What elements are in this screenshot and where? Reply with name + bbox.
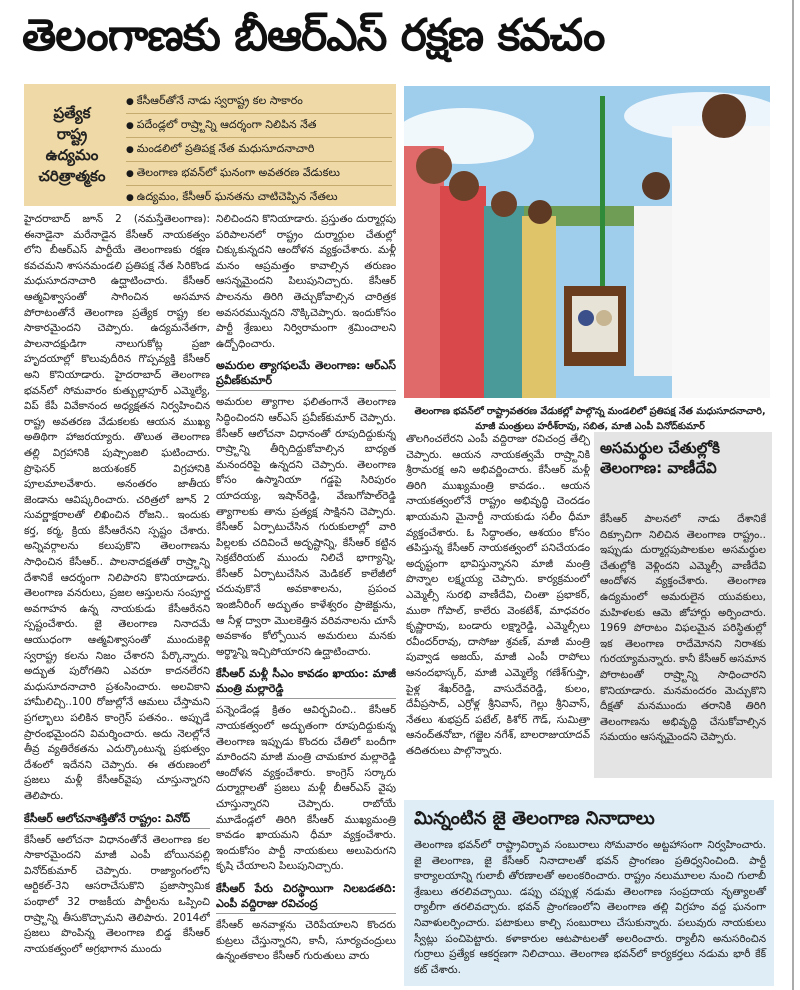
article-paragraph: పన్నెండేండ్ల క్రితం ఆవిర్భవించి.. కేసీఆర్‌ నాయకత్వంలో అద్భుతంగా రూపుదిద్దుకున్న తెలంగాణ ఇప్పుడు కొందరు చేతిలో బందీగా మారిందని మాజీ మంత్రి చామకూర మల్లారెడ్డి ఆందోళన వ్యక్తంచేశారు. కాంగ్రెస్‌ సర్కారు దుర్మార్గాలతో ప్రజలు మళ్లీ బీఆర్‌ఎస్‌ వైపు చూస్తున్నారని చెప్పారు. రాబోయే మూడేండ్లలో తిరిగి కేసీఆర్‌ ముఖ్యమంత్రి కావడం ఖాయమని ధీమా వ్యక్తంచేశారు. ఇందుకోసం పార్టీ నాయకులు అలుపెరుగని కృషి చేయాలని పిలుపునిచ్చారు. <box>216 704 396 873</box>
summary-label-line: రాష్ట్ర <box>56 125 88 143</box>
summary-point: ● కేసీఆర్‌తోనే నాడు స్వరాష్ట్ర కల సాకారం <box>126 90 392 114</box>
summary-label <box>24 84 120 206</box>
article-paragraph: నిలిచిందని కొనియాడారు. ప్రస్తుతం దుర్మార్గపు పరిపాలనలో రాష్ట్రం దుర్మార్గుల చేతుల్లో చిక్కుకున్నదని ఆందోళన వ్యక్తంచేశారు. మళ్లీ మనం ఆప్రమత్తం కావాల్సిన తరుణం ఆసన్నమైందని పిలుపునిచ్చారు. కేసీఆర్‌ పాలనను తిరిగి తెచ్చుకోవాల్సిన చారిత్రక అవసరమున్నదని నొక్కిచెప్పారు. ఇందుకోసం పార్టీ శ్రేణులు నిర్విరామంగా శ్రమించాలని ఉద్బోధించారు. <box>216 213 396 350</box>
summary-label-line: ప్రత్యేక <box>53 104 91 122</box>
article-column-2 <box>216 212 396 984</box>
event-photo <box>404 86 770 398</box>
sidebar-story <box>594 432 772 778</box>
sidebar-title-line: తెలంగాణ: వాణీదేవి <box>600 459 717 477</box>
article-subheading: కేసీఆర్‌ మళ్లీ సీఎం కావడం ఖాయం: మాజీ మంత్రి మల్లారెడ్డి <box>216 666 396 699</box>
article-subheading: అమరుల త్యాగఫలమే తెలంగాణ: ఆర్‌ఎస్‌ ప్రవీణ్‌కుమార్‌ <box>216 358 396 391</box>
bottom-story-text: తెలంగాణ భవన్‌లో రాష్ట్రావిర్భావ సంబురాలు సోమవారం అట్టహాసంగా నిర్వహించారు. జై తెలంగాణ, జై కేసీఆర్‌ నినాదాలతో భవన్‌ ప్రాంగణం ప్రతిధ్వనించింది. పార్టీ కార్యాలయాన్ని గులాబీ తోరణాలతో అలంకరించారు. రాష్ట్రం నలుమూలల నుంచి గులాబీ శ్రేణులు తరలివచ్చాయి. డప్పు చప్పుళ్ల నడుమ తెలంగాణ సంప్రదాయ నృత్యాలతో ర్యాలీగా తరలివచ్చారు. భవన్‌ ప్రాంగణంలోని తెలంగాణ తల్లి విగ్రహం వద్ద ఘనంగా నివాళులర్పించారు. పటాకులు కాల్చి సంబురాలు చేసుకున్నారు. పలువురు నాయకులు స్వీట్లు పంచిపెట్టారు. కళాకారుల ఆటపాటలతో అలరించారు. ర్యాలీని అనుసరించిన గుర్రాలు ప్రత్యేక ఆకర్షణగా నిలిచాయి. తెలంగాణ భవన్‌లో కార్యకర్తలు నడుమ భారీ కేక్‌ కట్‌ చేశారు. <box>414 839 766 976</box>
article-column-3 <box>406 432 590 796</box>
summary-point: ● తెలంగాణ భవన్‌లో ఘనంగా అవతరణ వేడుకలు <box>126 162 392 186</box>
summary-box <box>24 84 396 206</box>
event-photo-illustration <box>404 86 770 398</box>
article-paragraph: తొలగించలేరని ఎంపీ వద్దిరాజు రవిచంద్ర తేల్చి చెప్పారు. ఆయన నాయకత్వమే రాష్ర్టానికి శ్రీరామరక్ష అని అభివర్ణించారు. కేసీఆర్‌ మళ్లీ తిరిగి ముఖ్యమంత్రి కావడం.. ఆయన నాయకత్వంలోనే రాష్ట్రం అభివృద్ధి చెందడం ఖాయమని మైనార్టీ నాయకుడు సలీం ధీమా వ్యక్తంచేశారు. ఓ సిద్ధాంతం, ఆశయం కోసం తపిస్తున్న కేసీఆర్‌ నాయకత్వంలో పనిచేయడం అదృష్టంగా భావిస్తున్నానని మాజీ మంత్రి పొన్నాల లక్ష్మయ్య చెప్పారు. కార్యక్రమంలో ఎమ్మెల్సీ సురభి వాణీదేవి, చింతా ప్రభాకర్‌, ముఠా గోపాల్‌, కాలేరు వెంకటేశ్‌, మాధవరం కృష్ణారావు, బండారు లక్ష్మారెడ్డి, ఎమ్మెల్సీలు రవీందర్‌రావు, దాసోజు శ్రవణ్‌, మాజీ మంత్రి పువ్వాడ అజయ్‌, మాజీ ఎంపీ రాపోలు ఆనందభాస్కర్‌, మాజీ ఎమ్మెల్యే గణేశ్‌గుప్తా, పైళ్ల శేఖర్‌రెడ్డి, వాసుదేవరెడ్డి, కులం, దేవీప్రసాద్‌, ఎర్రోళ్ల శ్రీనివాస్‌, గెల్లు శ్రీనివాస్‌, నేతలు శుభప్రద్‌ పటేల్‌, కిశోర్‌ గౌడ్‌, సుమిత్రా ఆనంద్‌తనోబా, గజ్జెల నగేశ్‌, బాలరాజుయాదవ్‌ తదితరులు పాల్గొన్నారు. <box>406 433 590 757</box>
summary-point: ● మండలిలో ప్రతిపక్ష నేత మధుసూదనాచారి <box>126 138 392 162</box>
sidebar-story-title <box>600 438 766 478</box>
sidebar-title-line: అసమర్థుల చేతుల్లోకి <box>600 439 720 457</box>
summary-point: ● ఉద్యమం, కేసీఆర్ ఘనతను చాటిచెప్పిన నేతలు <box>126 186 392 209</box>
article-column-1 <box>24 212 210 984</box>
summary-label-line: చరిత్రాత్మకం <box>38 167 106 185</box>
summary-label-line: ఉద్యమం <box>45 146 99 164</box>
article-paragraph: హైదరాబాద్‌ జూన్‌ 2 (నమస్తేతెలంగాణ): ఈనాడైనా మరేనాడైన కేసీఆర్‌ నాయకత్వం లోని బీఆర్‌ఎస్‌ పార్టీయే తెలంగాణకు రక్షణ కవచమని శాసనమండలి ప్రతిపక్ష నేత సిరికొండ మధుసూదనాచారి ఉద్ఘాటించారు. కేసీఆర్‌ ఆత్మవిశ్వాసంతో సాగించిన అసమాన పోరాటంతోనే తెలంగాణ ప్రత్యేక రాష్ట్ర కల సాకారమైందని చెప్పారు. ఉద్యమనేతగా, పాలనాదక్షుడిగా నాలుగుకోట్ల ప్రజా హృదయాల్లో కొలువుదీరిన గొప్పవ్యక్తి కేసీఆర్‌ అని కొనియాడారు. హైదరాబాద్‌ తెలంగాణ భవన్‌లో సోమవారం కుత్బుల్లాపూర్‌ ఎమ్మెల్యే, విప్‌ కేపీ వివేకానంద అధ్యక్షతన నిర్వహించిన రాష్ట్ర అవతరణ వేడుకలకు ఆయన ముఖ్య అతిథిగా హాజరయ్యారు. తొలుత తెలంగాణ తల్లి విగ్రహానికి పుష్పాంజలి ఘటించారు. ప్రొఫెసర్‌ జయశంకర్‌ విగ్రహానికి పూలమాలవేశారు. అనంతరం జాతీయ జెండాను ఆవిష్కరించారు. చరిత్రలో జూన్‌ 2 సువర్ణాక్షరాలతో లిఖించిన రోజని.. ఇందుకు కర్త, కర్మ, క్రియ కేసీఆరేనని స్పష్టం చేశారు. అన్నివర్గాలను కలుపుకొని తెలంగాణను సాధించిన కేసీఆర్‌.. పాలనాదక్షతతో రాష్ర్టాన్ని దేశానికే ఆదర్శంగా నిలిపారని కొనియాడారు. తెలంగాణ వనరులు, ప్రజల ఆస్తులను సంపూర్ణ అవగాహన ఉన్న నాయకుడు కేసీఆరేనని స్పష్టంచేశారు. జై తెలంగాణ నినాదమే ఆయుధంగా ఆత్మవిశ్వాసంతో ముందుకెళ్లి స్వరాష్ట్ర కలను నిజం చేశారని పేర్కొన్నారు. అద్భుత పురోగతిని ఎవరూ కాదనలేరని మధుసూదనాచారి ప్రశంసించారు. అలవికాని హామీలిచ్చి..100 రోజుల్లోనే ఆమలు చేస్తామని ప్రగల్భాలు పలికిన కాంగ్రెస్‌ పతనం.. అప్పుడే ప్రారంభమైందని విమర్శించారు. అదు నెలల్లోనే తీవ్ర వ్యతిరేకతను ఎదుర్కొంటున్న ప్రభుత్వం దేశంలో ఇదేనని చెప్పారు. ఈ తరుణంలో ప్రజలు మళ్లీ కేసీఆర్‌వైపు చూస్తున్నారని తెలిపారు. <box>24 213 210 802</box>
page-edge-rule <box>792 0 794 990</box>
article-subheading: కేసీఆర్‌ పేరు చిరస్థాయిగా నిలబడతది: ఎంపీ వద్దిరాజు రవిచంద్ర <box>216 881 396 914</box>
headline: తెలంగాణకు బీఆర్ఎస్ రక్షణ కవచం <box>22 10 605 61</box>
sidebar-story-text: కేసీఆర్‌ పాలనలో నాడు దేశానికే దిక్సూచిగా నిలిచిన తెలంగాణ రాష్ట్రం.. ఇప్పుడు దుర్మార్గపుపాలకుల అసమర్థుల చేతుల్లోకి వెళ్లిందని ఎమ్మెల్సీ వాణీదేవి ఆందోళన వ్యక్తంచేశారు. తెలంగాణ ఉద్యమంలో అమరులైన యువకులు, మహిళలకు ఆమె జోహార్లు అర్పించారు. 1969 పోరాటం విఫలమైన పరిస్థితుల్లో ఇక తెలంగాణ రాదేమోనని నిరాశకు గురయ్యామన్నారు. కానీ కేసీఆర్‌ అసమాన పోరాటంతో రాష్ర్టాన్ని సాధించారని కొనియాడారు. మనమందరం మెచ్చుకొని దీక్షతో మనముందు తరానికి తిరిగి తెలంగాణను అభివృద్ధి చేసుకోవాల్సిన సమయం ఆసన్నమైందని చెప్పారు. <box>600 513 766 744</box>
article-paragraph: అమరుల త్యాగాల ఫలితంగానే తెలంగాణ సిద్ధించిందని ఆర్‌ఎస్‌ ప్రవీణ్‌కుమార్‌ చెప్పారు. కేసీఆర్‌ ఆలోచనా విధానంతో రూపుదిద్దుకున్న రాష్ర్టాన్ని తీర్చిదిద్దుకోవాల్సిన బాధ్యత మనందరిపై ఉన్నదని చెప్పారు. తెలంగాణ కోసం ఉస్మానియా గడ్డపై సిరిపురం యాదయ్య, ఇషాన్‌రెడ్డి, వేణుగోపాల్‌రెడ్డి త్యాగాలకు తాను ప్రత్యక్ష సాక్షినని చెప్పారు. కేసీఆర్‌ ఏర్పాటుచేసిన గురుకులాల్లో వారి పిల్లలకు చదివించే అదృష్టాన్ని, కేసీఆర్‌ కట్టిన సెక్రటేరియట్‌ ముందు నిలిచే భాగ్యాన్ని, కేసీఆర్‌ ఏర్పాటుచేసిన మెడికల్‌ కాలేజీలో చదువుకొనే అవకాశాలను, ప్రపంచ ఇంజినీరింగ్‌ అద్భుతం కాళేశ్వరం ప్రాజెక్టును, ఆ నీళ్ల ద్వారా మొలకెత్తిన వరివనాలను చూసే అవకాశం కోల్పోయిన అమరులు మనకు అర్థ్మాన్ని ఇచ్చిపోయారని ఉద్ఘాటించారు. <box>216 396 396 658</box>
article-paragraph: కేసీఆర్‌ ఆలోచనా విధానంతోనే తెలంగాణ కల సాకారమైందని మాజీ ఎంపీ బోయినపల్లి వినోద్‌కుమార్‌ చెప్పారు. రాజ్యాంగంలోని ఆర్టికల్‌-3ని ఆసరాచేసుకొని ప్రజాస్వామిక పంథాలో 32 రాజకీయ పార్టీలను ఒప్పించి రాష్ర్టాన్ని తీసుకొచ్చామని తెలిపారు. 2014లో ప్రజలు పొంపిన్న తెలంగాణ బిడ్డ కేసీఆర్‌ నాయకత్వంలో అగ్రభాగాన ముందు <box>24 833 210 955</box>
article-paragraph: కేసీఆర్‌ అనవాళ్లను చెరిపేయాలని కొందరు కుట్రలు చేస్తున్నారని, కానీ, సూర్యచంద్రులు ఉన్నంతకాలం కేసీఆర్‌ గురుతులు వారు <box>216 918 396 963</box>
article-subheading: కేసీఆర్‌ ఆలోచనాశక్తితోనే రాష్ట్రం: వినోద్‌ <box>24 811 210 829</box>
bottom-story <box>404 800 774 986</box>
bottom-story-title: మిన్నంటిన జై తెలంగాణ నినాదాలు <box>414 808 655 829</box>
summary-points <box>126 90 392 209</box>
photo-caption: తెలంగాణ భవన్‌లో రాష్ట్రావతరణ వేడుకల్లో పాల్గొన్న మండలిలో ప్రతిపక్ష నేత మధుసూదనాచారి, మాజీ మంత్రులు హరీశ్‌రావు, సబిత, మాజీ ఎంపీ వినోద్‌కుమార్ <box>414 406 766 432</box>
summary-point: ● పదేండ్లలో రాష్ర్టాన్ని ఆదర్శంగా నిలిపిన నేత <box>126 114 392 138</box>
